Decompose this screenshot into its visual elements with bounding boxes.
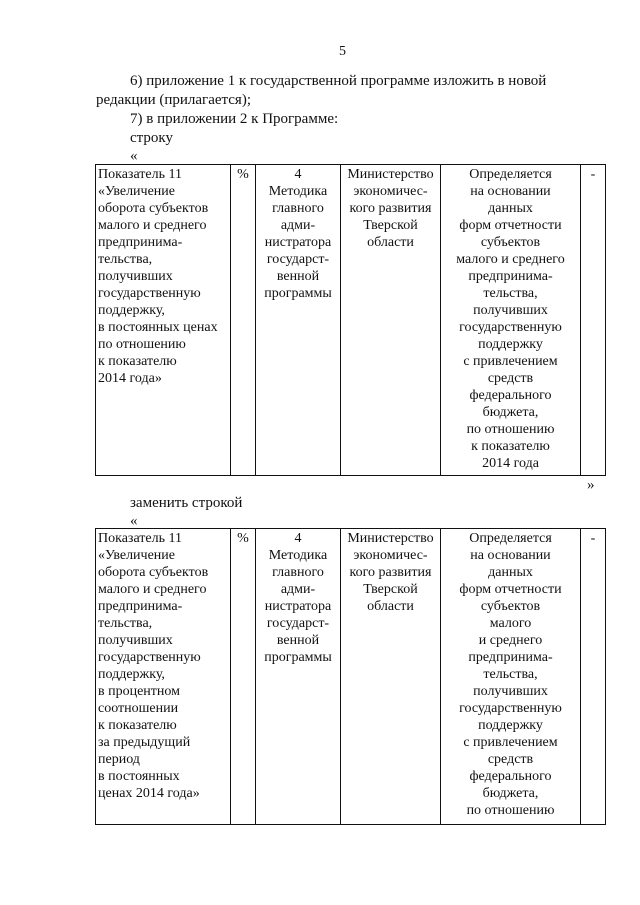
extra-cell: - (590, 167, 596, 182)
extra-cell: - (590, 531, 596, 546)
intro-line-1: 6) приложение 1 к государственной программе изложить в новой (130, 73, 547, 89)
opening-quote-2: « (130, 513, 138, 529)
responsible-cell: Министерство экономичес- кого развития Тверской области (347, 531, 434, 614)
indicator-name-cell: Показатель 11 «Увеличение оборота субъектов малого и среднего предпринима- тельства, получивших государственную поддержку, в постоянных ценах по отношению к показателю 2014 года» (98, 167, 218, 386)
method-cell: 4 Методика главного адми- нистратора государст- венной программы (264, 167, 332, 301)
opening-quote: « (130, 148, 138, 164)
intro-line-2: редакции (прилагается); (96, 92, 251, 108)
calculation-cell: Определяется на основании данных форм отчетности субъектов малого и среднего предпринима- тельства, получивших государственную поддержку с привлечением средств федерального бюджета, по отношению к показателю 2014 года (456, 167, 565, 471)
replace-with-label: заменить строкой (130, 495, 243, 511)
method-cell: 4 Методика главного адми- нистратора государст- венной программы (264, 531, 332, 665)
table-row (96, 529, 606, 825)
table-row (96, 165, 606, 476)
indicator-table-new (95, 528, 606, 825)
intro-line-4: строку (130, 130, 173, 146)
unit-cell: % (237, 531, 249, 546)
closing-quote: » (587, 477, 595, 493)
indicator-name-cell: Показатель 11 «Увеличение оборота субъектов малого и среднего предпринима- тельства, получивших государственную поддержку, в процентном соотношении к показателю за предыдущий период в постоянных ценах 2014 года» (98, 531, 209, 801)
indicator-table-old (95, 164, 606, 476)
intro-line-3: 7) в приложении 2 к Программе: (130, 111, 339, 127)
calculation-cell: Определяется на основании данных форм отчетности субъектов малого и среднего предпринима- тельства, получивших государственную поддержку с привлечением средств федерального бюджета, по отношению (459, 531, 562, 818)
page-number: 5 (339, 44, 346, 59)
unit-cell: % (237, 167, 249, 182)
responsible-cell: Министерство экономичес- кого развития Тверской области (347, 167, 434, 250)
